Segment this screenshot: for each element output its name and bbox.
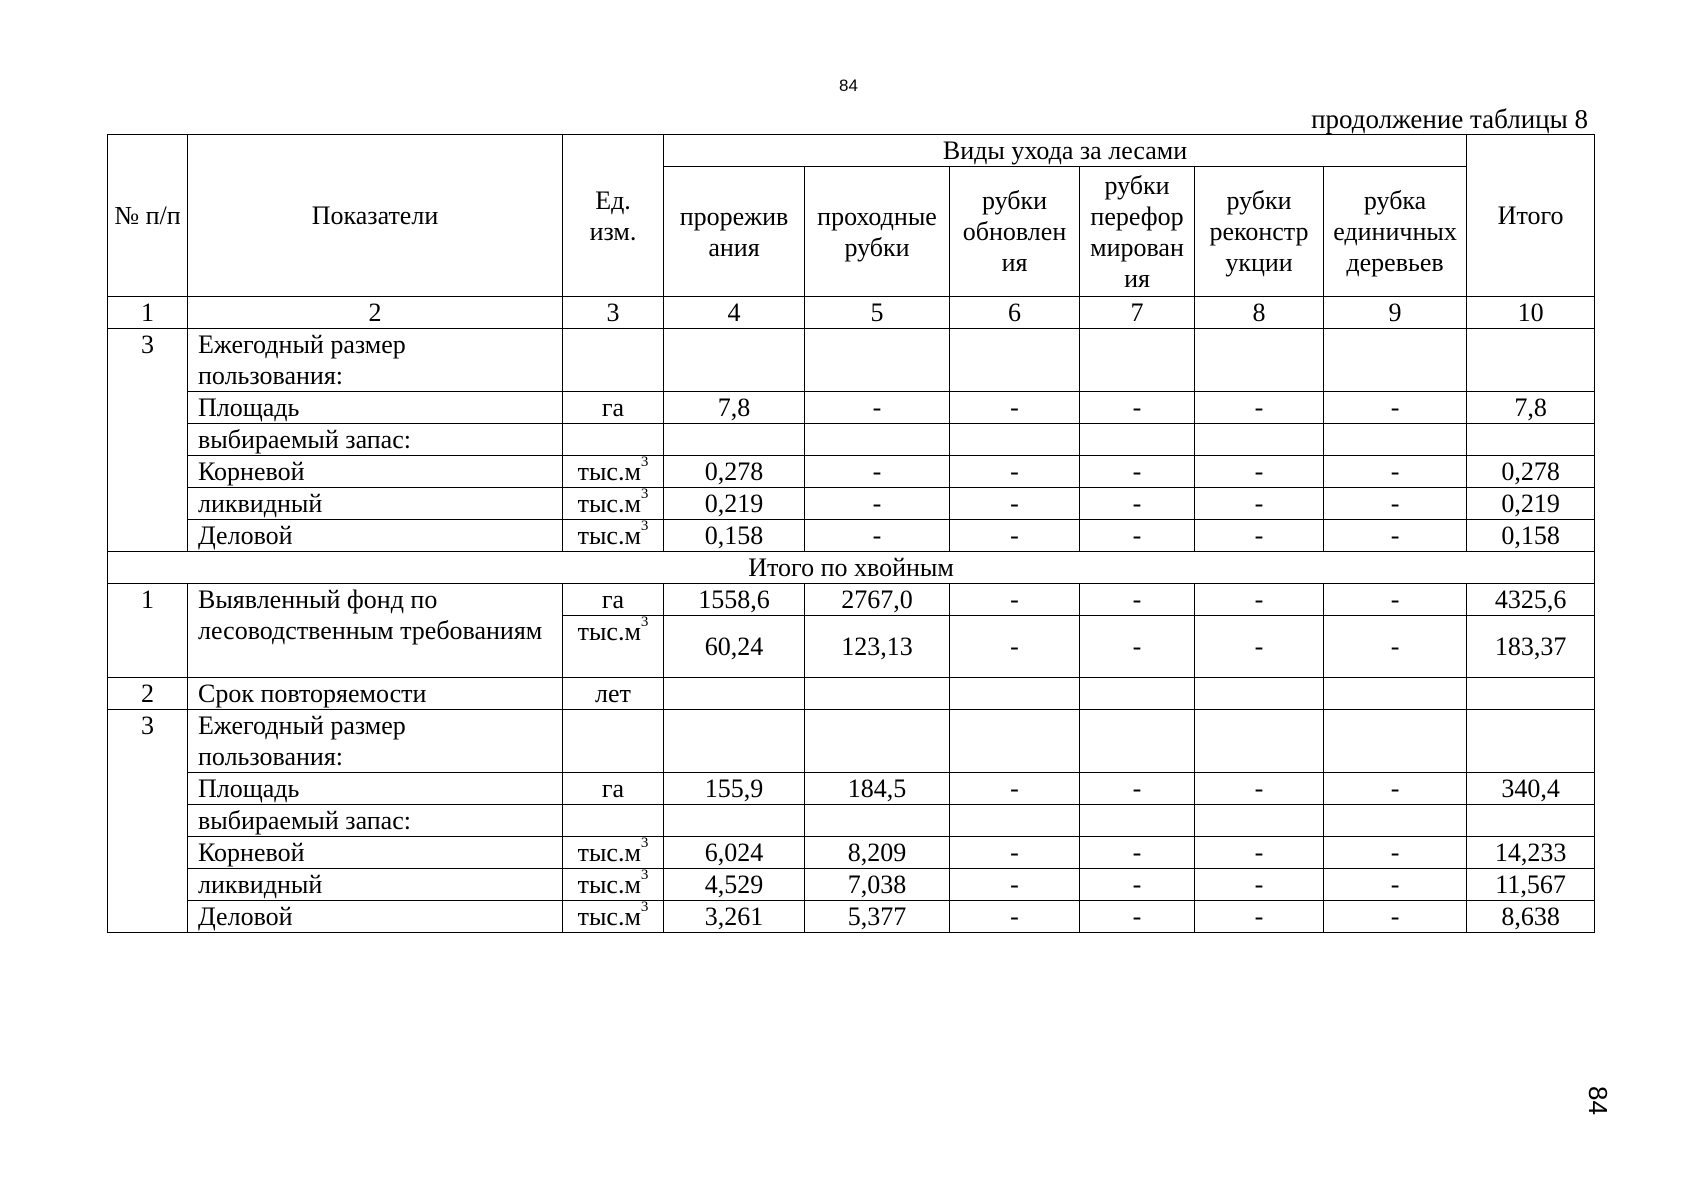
value-cell: 2767,0 [805,584,950,616]
table-row [108,329,1595,392]
row-unit: га [563,392,664,424]
value-cell: 123,13 [805,616,950,678]
empty-cell [1195,329,1324,392]
row-unit: га [563,584,664,616]
empty-cell [950,805,1080,837]
unit-text: тыс.м [577,838,641,867]
empty-cell [1080,678,1195,710]
row-unit [563,488,664,520]
empty-cell [1467,710,1595,773]
value-cell: - [1324,616,1467,678]
header-col-reforming: рубки перефор мирован ия [1080,167,1195,297]
col-number: 2 [188,297,563,329]
value-cell: 155,9 [664,773,805,805]
row-label: Площадь [188,392,563,424]
value-cell: - [1080,520,1195,552]
value-cell: 7,8 [664,392,805,424]
value-cell: - [1195,837,1324,869]
value-cell: - [1324,773,1467,805]
row-label: ликвидный [188,488,563,520]
value-cell: - [1080,837,1195,869]
value-cell: - [1195,456,1324,488]
value-cell: - [950,869,1080,901]
header-row-1 [108,135,1595,167]
forest-care-table [107,134,1595,933]
table-row [108,584,1595,616]
col-number: 1 [108,297,188,329]
empty-cell [805,805,950,837]
empty-cell [1195,678,1324,710]
empty-cell [1324,678,1467,710]
row-label: выбираемый запас: [188,424,563,456]
table-row [108,837,1595,869]
row-num: 1 [108,584,188,678]
empty-cell [805,710,950,773]
value-cell: - [1195,869,1324,901]
value-cell: - [1324,392,1467,424]
value-cell: 0,219 [664,488,805,520]
header-numbers-row [108,297,1595,329]
empty-cell [805,678,950,710]
col-number: 6 [950,297,1080,329]
section-title: Итого по хвойным [108,552,1595,584]
row-label: Ежегодный размер пользования: [188,710,563,773]
value-cell: - [1195,773,1324,805]
row-unit [563,520,664,552]
empty-cell [950,329,1080,392]
value-cell: - [1195,616,1324,678]
empty-cell [563,424,664,456]
table-row [108,710,1595,773]
value-cell: 7,038 [805,869,950,901]
empty-cell [1324,710,1467,773]
row-label: Выявленный фонд по лесоводственным требованиям [188,584,563,678]
value-cell: 14,233 [1467,837,1595,869]
unit-text: тыс.м [577,489,641,518]
value-cell: - [950,616,1080,678]
value-cell: 1558,6 [664,584,805,616]
value-cell: - [1324,520,1467,552]
empty-cell [1080,805,1195,837]
empty-cell [1195,424,1324,456]
value-cell: 11,567 [1467,869,1595,901]
empty-cell [664,678,805,710]
table-row [108,392,1595,424]
value-cell: - [1324,584,1467,616]
row-label: ликвидный [188,869,563,901]
table-row [108,456,1595,488]
value-cell: - [1195,488,1324,520]
empty-cell [1324,805,1467,837]
value-cell: - [805,520,950,552]
empty-cell [563,710,664,773]
row-unit: лет [563,678,664,710]
value-cell: - [805,392,950,424]
col-number: 7 [1080,297,1195,329]
value-cell: 0,158 [1467,520,1595,552]
value-cell: 183,37 [1467,616,1595,678]
table-row [108,901,1595,933]
empty-cell [664,710,805,773]
header-col-renewal: рубки обновлен ия [950,167,1080,297]
empty-cell [950,424,1080,456]
col-number: 4 [664,297,805,329]
row-unit [563,456,664,488]
table-row [108,805,1595,837]
col-number: 5 [805,297,950,329]
unit-exp: 3 [640,614,649,631]
empty-cell [1080,710,1195,773]
unit-exp: 3 [640,867,649,884]
col-number: 9 [1324,297,1467,329]
empty-cell [1324,329,1467,392]
empty-cell [1080,424,1195,456]
empty-cell [664,805,805,837]
value-cell: 60,24 [664,616,805,678]
unit-exp: 3 [640,518,649,535]
value-cell: 0,278 [1467,456,1595,488]
unit-exp: 3 [640,486,649,503]
value-cell: 8,638 [1467,901,1595,933]
row-unit [563,616,664,678]
value-cell: - [1195,392,1324,424]
unit-text: тыс.м [577,457,641,486]
page-number-top: 84 [839,76,858,95]
row-unit: га [563,773,664,805]
empty-cell [805,424,950,456]
header-unit: Ед. изм. [563,135,664,297]
value-cell: - [1195,584,1324,616]
value-cell: - [1080,616,1195,678]
empty-cell [1195,805,1324,837]
value-cell: - [1324,456,1467,488]
page-number-side: 84 [1582,1086,1613,1115]
value-cell: - [950,837,1080,869]
value-cell: - [1324,837,1467,869]
row-num: 3 [108,710,188,933]
table-body [108,135,1595,933]
row-label: Ежегодный размер пользования: [188,329,563,392]
value-cell: - [950,392,1080,424]
value-cell: - [950,456,1080,488]
empty-cell [1467,678,1595,710]
row-unit [563,869,664,901]
empty-cell [1324,424,1467,456]
empty-cell [950,678,1080,710]
header-col-passing: проходные рубки [805,167,950,297]
unit-exp: 3 [640,454,649,471]
row-label: выбираемый запас: [188,805,563,837]
empty-cell [563,329,664,392]
value-cell: - [805,488,950,520]
value-cell: - [1080,901,1195,933]
value-cell: 6,024 [664,837,805,869]
unit-text: тыс.м [577,870,641,899]
value-cell: 5,377 [805,901,950,933]
row-unit [563,837,664,869]
value-cell: 4,529 [664,869,805,901]
value-cell: - [950,901,1080,933]
row-num: 3 [108,329,188,552]
value-cell: 8,209 [805,837,950,869]
unit-text: тыс.м [577,902,641,931]
row-label: Деловой [188,901,563,933]
value-cell: 3,261 [664,901,805,933]
value-cell: - [1195,520,1324,552]
row-label: Корневой [188,837,563,869]
value-cell: 0,219 [1467,488,1595,520]
header-col-reconstruction: рубки реконстр укции [1195,167,1324,297]
row-label: Деловой [188,520,563,552]
unit-text: тыс.м [577,521,641,550]
value-cell: - [1324,869,1467,901]
empty-cell [950,710,1080,773]
empty-cell [1467,805,1595,837]
value-cell: - [1080,869,1195,901]
empty-cell [1080,329,1195,392]
value-cell: 4325,6 [1467,584,1595,616]
header-total: Итого [1467,135,1595,297]
table-row [108,773,1595,805]
unit-exp: 3 [640,835,649,852]
value-cell: 340,4 [1467,773,1595,805]
header-col-single-trees: рубка единичных деревьев [1324,167,1467,297]
value-cell: - [1080,584,1195,616]
row-unit [563,901,664,933]
col-number: 10 [1467,297,1595,329]
value-cell: - [1080,773,1195,805]
value-cell: - [1324,488,1467,520]
table-row [108,488,1595,520]
empty-cell [1195,710,1324,773]
row-label: Срок повторяемости [188,678,563,710]
value-cell: - [1195,901,1324,933]
empty-cell [1467,424,1595,456]
continuation-label: продолжение таблицы 8 [1311,104,1588,134]
header-num: № п/п [108,135,188,297]
value-cell: - [950,773,1080,805]
value-cell: - [1080,392,1195,424]
row-label: Площадь [188,773,563,805]
table-row [108,678,1595,710]
value-cell: 7,8 [1467,392,1595,424]
value-cell: - [950,584,1080,616]
empty-cell [805,329,950,392]
value-cell: - [1080,488,1195,520]
value-cell: - [950,488,1080,520]
empty-cell [664,329,805,392]
row-label: Корневой [188,456,563,488]
unit-text: тыс.м [577,617,641,646]
value-cell: - [950,520,1080,552]
row-num: 2 [108,678,188,710]
empty-cell [563,805,664,837]
value-cell: 184,5 [805,773,950,805]
header-indicators: Показатели [188,135,563,297]
empty-cell [1467,329,1595,392]
table-row [108,520,1595,552]
table-row [108,869,1595,901]
header-group: Виды ухода за лесами [664,135,1467,167]
section-title-row [108,552,1595,584]
unit-exp: 3 [640,899,649,916]
value-cell: - [805,456,950,488]
value-cell: - [1324,901,1467,933]
col-number: 8 [1195,297,1324,329]
value-cell: - [1080,456,1195,488]
header-col-thinning: прорежив ания [664,167,805,297]
value-cell: 0,158 [664,520,805,552]
value-cell: 0,278 [664,456,805,488]
col-number: 3 [563,297,664,329]
table-row [108,424,1595,456]
empty-cell [664,424,805,456]
